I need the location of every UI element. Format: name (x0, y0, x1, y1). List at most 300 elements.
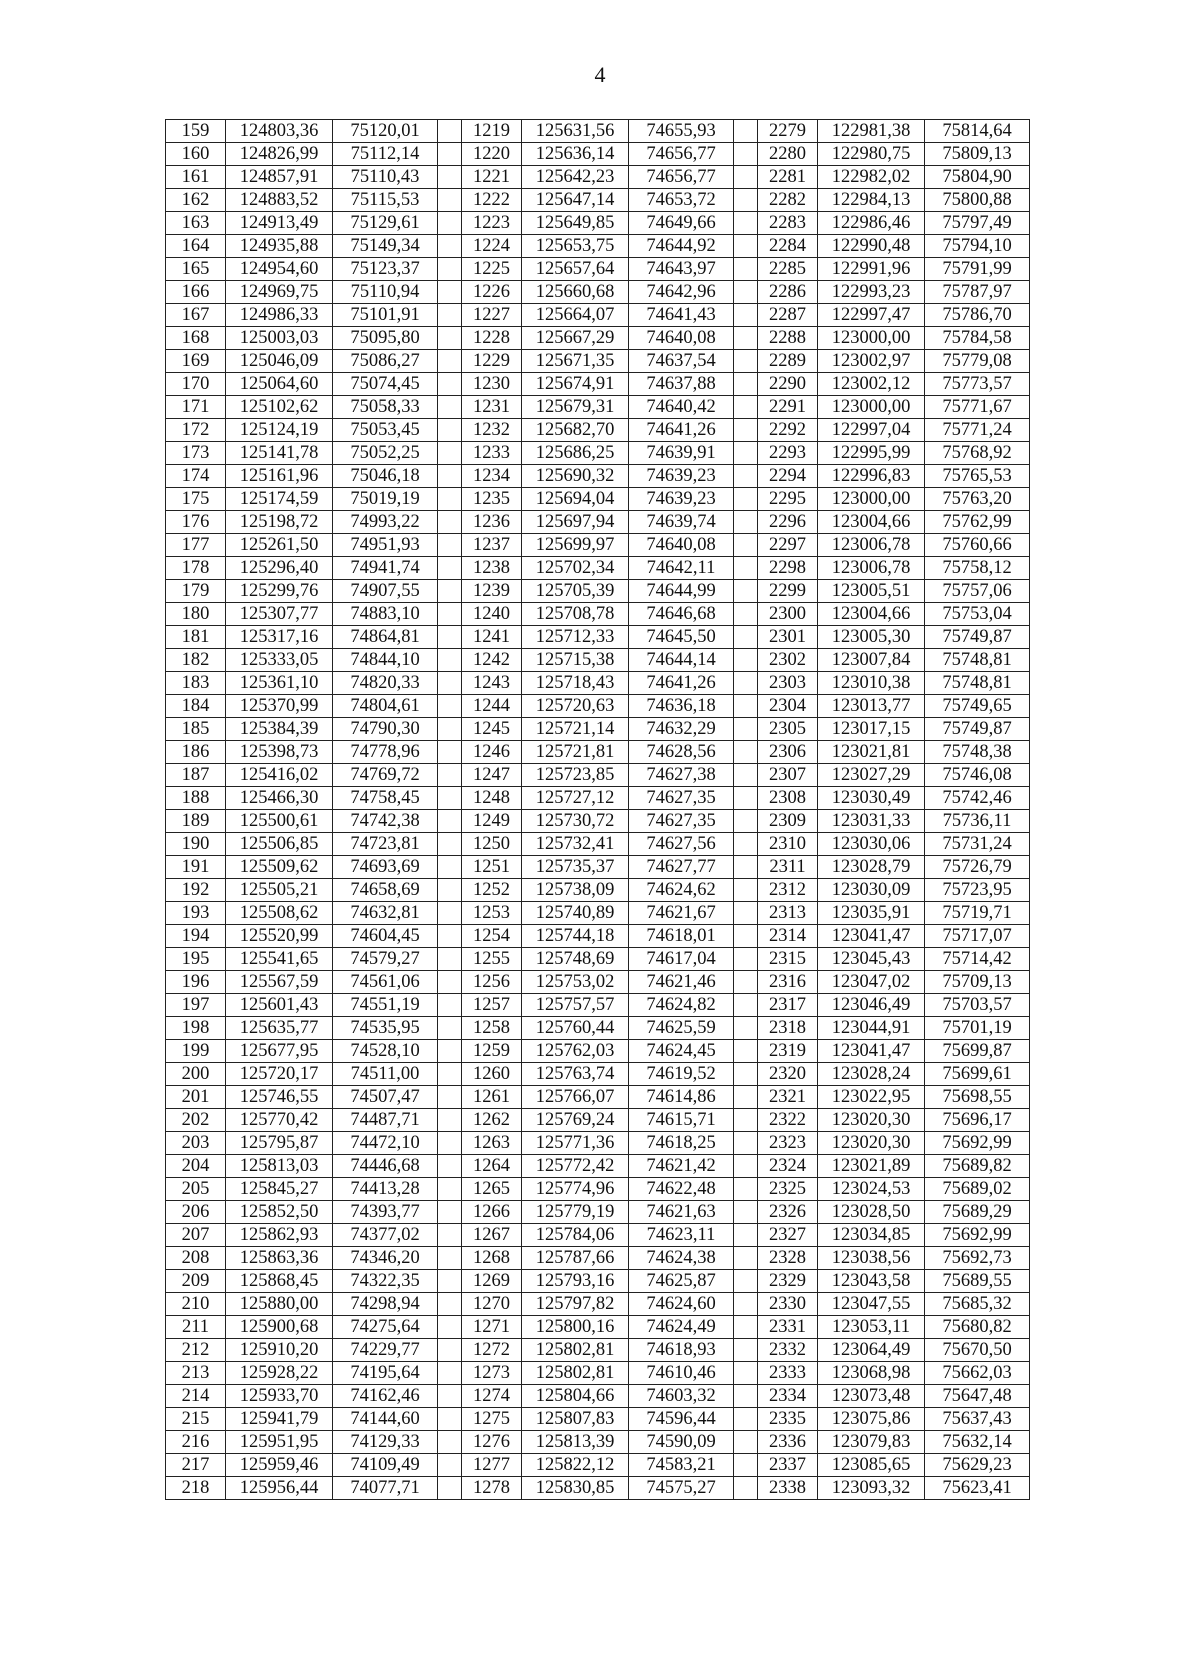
point-number-cell: 2317 (758, 994, 818, 1017)
spacer-cell (734, 1270, 758, 1293)
point-number-cell: 2314 (758, 925, 818, 948)
point-number-cell: 180 (166, 603, 226, 626)
y-coordinate-cell: 75787,97 (925, 281, 1030, 304)
x-coordinate-cell: 125642,23 (522, 166, 629, 189)
point-number-cell: 2303 (758, 672, 818, 695)
point-number-cell: 1257 (462, 994, 522, 1017)
x-coordinate-cell: 125730,72 (522, 810, 629, 833)
y-coordinate-cell: 74604,45 (333, 925, 438, 948)
spacer-cell (438, 1017, 462, 1040)
y-coordinate-cell: 74077,71 (333, 1477, 438, 1500)
spacer-cell (438, 925, 462, 948)
x-coordinate-cell: 122997,47 (818, 304, 925, 327)
x-coordinate-cell: 125746,55 (226, 1086, 333, 1109)
x-coordinate-cell: 125712,33 (522, 626, 629, 649)
x-coordinate-cell: 123064,49 (818, 1339, 925, 1362)
spacer-cell (438, 327, 462, 350)
point-number-cell: 2338 (758, 1477, 818, 1500)
x-coordinate-cell: 125064,60 (226, 373, 333, 396)
y-coordinate-cell: 74621,46 (629, 971, 734, 994)
y-coordinate-cell: 75773,57 (925, 373, 1030, 396)
x-coordinate-cell: 125649,85 (522, 212, 629, 235)
spacer-cell (438, 143, 462, 166)
point-number-cell: 1258 (462, 1017, 522, 1040)
spacer-cell (438, 1477, 462, 1500)
y-coordinate-cell: 74627,77 (629, 856, 734, 879)
x-coordinate-cell: 125900,68 (226, 1316, 333, 1339)
spacer-cell (438, 1247, 462, 1270)
x-coordinate-cell: 125261,50 (226, 534, 333, 557)
x-coordinate-cell: 123024,53 (818, 1178, 925, 1201)
x-coordinate-cell: 123010,38 (818, 672, 925, 695)
x-coordinate-cell: 125667,29 (522, 327, 629, 350)
spacer-cell (438, 1293, 462, 1316)
x-coordinate-cell: 125653,75 (522, 235, 629, 258)
spacer-cell (438, 511, 462, 534)
y-coordinate-cell: 74639,23 (629, 488, 734, 511)
x-coordinate-cell: 125863,36 (226, 1247, 333, 1270)
point-number-cell: 2285 (758, 258, 818, 281)
x-coordinate-cell: 125880,00 (226, 1293, 333, 1316)
y-coordinate-cell: 74642,11 (629, 557, 734, 580)
spacer-cell (438, 994, 462, 1017)
x-coordinate-cell: 123044,91 (818, 1017, 925, 1040)
y-coordinate-cell: 74624,38 (629, 1247, 734, 1270)
point-number-cell: 1261 (462, 1086, 522, 1109)
point-number-cell: 173 (166, 442, 226, 465)
table-row (166, 258, 1030, 281)
point-number-cell: 2283 (758, 212, 818, 235)
point-number-cell: 2321 (758, 1086, 818, 1109)
y-coordinate-cell: 74377,02 (333, 1224, 438, 1247)
spacer-cell (438, 557, 462, 580)
x-coordinate-cell: 125956,44 (226, 1477, 333, 1500)
point-number-cell: 1256 (462, 971, 522, 994)
spacer-cell (438, 396, 462, 419)
y-coordinate-cell: 74637,54 (629, 350, 734, 373)
x-coordinate-cell: 125317,16 (226, 626, 333, 649)
y-coordinate-cell: 75736,11 (925, 810, 1030, 833)
y-coordinate-cell: 75647,48 (925, 1385, 1030, 1408)
point-number-cell: 1267 (462, 1224, 522, 1247)
y-coordinate-cell: 75058,33 (333, 396, 438, 419)
y-coordinate-cell: 75685,32 (925, 1293, 1030, 1316)
y-coordinate-cell: 74643,97 (629, 258, 734, 281)
point-number-cell: 178 (166, 557, 226, 580)
y-coordinate-cell: 74637,88 (629, 373, 734, 396)
point-number-cell: 160 (166, 143, 226, 166)
y-coordinate-cell: 74446,68 (333, 1155, 438, 1178)
spacer-cell (438, 971, 462, 994)
spacer-cell (438, 1155, 462, 1178)
x-coordinate-cell: 124954,60 (226, 258, 333, 281)
point-number-cell: 1254 (462, 925, 522, 948)
point-number-cell: 2324 (758, 1155, 818, 1178)
spacer-cell (438, 603, 462, 626)
point-number-cell: 1270 (462, 1293, 522, 1316)
spacer-cell (734, 1293, 758, 1316)
spacer-cell (438, 1201, 462, 1224)
table-row (166, 143, 1030, 166)
x-coordinate-cell: 125802,81 (522, 1339, 629, 1362)
spacer-cell (734, 1017, 758, 1040)
y-coordinate-cell: 75110,43 (333, 166, 438, 189)
table-row (166, 1224, 1030, 1247)
point-number-cell: 179 (166, 580, 226, 603)
y-coordinate-cell: 75632,14 (925, 1431, 1030, 1454)
table-row (166, 1477, 1030, 1500)
x-coordinate-cell: 123000,00 (818, 396, 925, 419)
table-row (166, 557, 1030, 580)
x-coordinate-cell: 123085,65 (818, 1454, 925, 1477)
y-coordinate-cell: 75709,13 (925, 971, 1030, 994)
y-coordinate-cell: 75689,29 (925, 1201, 1030, 1224)
point-number-cell: 2291 (758, 396, 818, 419)
x-coordinate-cell: 123041,47 (818, 925, 925, 948)
y-coordinate-cell: 74641,43 (629, 304, 734, 327)
spacer-cell (734, 1247, 758, 1270)
point-number-cell: 1245 (462, 718, 522, 741)
y-coordinate-cell: 74624,49 (629, 1316, 734, 1339)
y-coordinate-cell: 74627,56 (629, 833, 734, 856)
y-coordinate-cell: 75731,24 (925, 833, 1030, 856)
spacer-cell (734, 810, 758, 833)
table-row (166, 1431, 1030, 1454)
x-coordinate-cell: 125738,09 (522, 879, 629, 902)
x-coordinate-cell: 125601,43 (226, 994, 333, 1017)
point-number-cell: 167 (166, 304, 226, 327)
point-number-cell: 1262 (462, 1109, 522, 1132)
y-coordinate-cell: 75112,14 (333, 143, 438, 166)
y-coordinate-cell: 74941,74 (333, 557, 438, 580)
x-coordinate-cell: 124857,91 (226, 166, 333, 189)
point-number-cell: 1268 (462, 1247, 522, 1270)
x-coordinate-cell: 125723,85 (522, 764, 629, 787)
x-coordinate-cell: 125567,59 (226, 971, 333, 994)
y-coordinate-cell: 74603,32 (629, 1385, 734, 1408)
point-number-cell: 2305 (758, 718, 818, 741)
point-number-cell: 196 (166, 971, 226, 994)
x-coordinate-cell: 125664,07 (522, 304, 629, 327)
y-coordinate-cell: 74790,30 (333, 718, 438, 741)
y-coordinate-cell: 74627,38 (629, 764, 734, 787)
y-coordinate-cell: 75749,87 (925, 626, 1030, 649)
point-number-cell: 2319 (758, 1040, 818, 1063)
spacer-cell (734, 442, 758, 465)
point-number-cell: 216 (166, 1431, 226, 1454)
x-coordinate-cell: 123000,00 (818, 327, 925, 350)
y-coordinate-cell: 75757,06 (925, 580, 1030, 603)
spacer-cell (438, 258, 462, 281)
table-row (166, 1339, 1030, 1362)
point-number-cell: 1265 (462, 1178, 522, 1201)
table-body (166, 120, 1030, 1500)
point-number-cell: 1273 (462, 1362, 522, 1385)
x-coordinate-cell: 125174,59 (226, 488, 333, 511)
y-coordinate-cell: 75726,79 (925, 856, 1030, 879)
table-row (166, 649, 1030, 672)
x-coordinate-cell: 123034,85 (818, 1224, 925, 1247)
y-coordinate-cell: 75814,64 (925, 120, 1030, 143)
spacer-cell (734, 879, 758, 902)
point-number-cell: 2334 (758, 1385, 818, 1408)
x-coordinate-cell: 125941,79 (226, 1408, 333, 1431)
point-number-cell: 215 (166, 1408, 226, 1431)
table-row (166, 603, 1030, 626)
point-number-cell: 210 (166, 1293, 226, 1316)
spacer-cell (438, 1408, 462, 1431)
point-number-cell: 175 (166, 488, 226, 511)
x-coordinate-cell: 125797,82 (522, 1293, 629, 1316)
point-number-cell: 185 (166, 718, 226, 741)
x-coordinate-cell: 125740,89 (522, 902, 629, 925)
point-number-cell: 201 (166, 1086, 226, 1109)
x-coordinate-cell: 125541,65 (226, 948, 333, 971)
y-coordinate-cell: 74640,08 (629, 534, 734, 557)
y-coordinate-cell: 74614,86 (629, 1086, 734, 1109)
table-row (166, 235, 1030, 258)
y-coordinate-cell: 74229,77 (333, 1339, 438, 1362)
x-coordinate-cell: 125748,69 (522, 948, 629, 971)
x-coordinate-cell: 122991,96 (818, 258, 925, 281)
point-number-cell: 2331 (758, 1316, 818, 1339)
y-coordinate-cell: 74621,67 (629, 902, 734, 925)
y-coordinate-cell: 74653,72 (629, 189, 734, 212)
x-coordinate-cell: 125771,36 (522, 1132, 629, 1155)
page-number: 4 (594, 62, 606, 87)
y-coordinate-cell: 75760,66 (925, 534, 1030, 557)
x-coordinate-cell: 125779,19 (522, 1201, 629, 1224)
table-row (166, 1454, 1030, 1477)
point-number-cell: 2323 (758, 1132, 818, 1155)
x-coordinate-cell: 125830,85 (522, 1477, 629, 1500)
y-coordinate-cell: 74621,63 (629, 1201, 734, 1224)
point-number-cell: 207 (166, 1224, 226, 1247)
point-number-cell: 211 (166, 1316, 226, 1339)
point-number-cell: 1275 (462, 1408, 522, 1431)
table-row (166, 534, 1030, 557)
point-number-cell: 206 (166, 1201, 226, 1224)
spacer-cell (438, 1454, 462, 1477)
table-row (166, 718, 1030, 741)
spacer-cell (438, 1362, 462, 1385)
x-coordinate-cell: 125852,50 (226, 1201, 333, 1224)
x-coordinate-cell: 125705,39 (522, 580, 629, 603)
y-coordinate-cell: 75689,55 (925, 1270, 1030, 1293)
x-coordinate-cell: 125509,62 (226, 856, 333, 879)
spacer-cell (438, 120, 462, 143)
x-coordinate-cell: 125520,99 (226, 925, 333, 948)
point-number-cell: 2327 (758, 1224, 818, 1247)
x-coordinate-cell: 123041,47 (818, 1040, 925, 1063)
x-coordinate-cell: 125721,81 (522, 741, 629, 764)
y-coordinate-cell: 74472,10 (333, 1132, 438, 1155)
point-number-cell: 199 (166, 1040, 226, 1063)
spacer-cell (734, 626, 758, 649)
point-number-cell: 174 (166, 465, 226, 488)
x-coordinate-cell: 123027,29 (818, 764, 925, 787)
x-coordinate-cell: 125657,64 (522, 258, 629, 281)
y-coordinate-cell: 75771,67 (925, 396, 1030, 419)
y-coordinate-cell: 75768,92 (925, 442, 1030, 465)
y-coordinate-cell: 75149,34 (333, 235, 438, 258)
spacer-cell (734, 534, 758, 557)
spacer-cell (438, 649, 462, 672)
x-coordinate-cell: 125682,70 (522, 419, 629, 442)
y-coordinate-cell: 74528,10 (333, 1040, 438, 1063)
y-coordinate-cell: 74883,10 (333, 603, 438, 626)
point-number-cell: 2296 (758, 511, 818, 534)
x-coordinate-cell: 123030,06 (818, 833, 925, 856)
x-coordinate-cell: 125506,85 (226, 833, 333, 856)
table-row (166, 465, 1030, 488)
x-coordinate-cell: 125505,21 (226, 879, 333, 902)
y-coordinate-cell: 74596,44 (629, 1408, 734, 1431)
table-row (166, 327, 1030, 350)
y-coordinate-cell: 74907,55 (333, 580, 438, 603)
spacer-cell (438, 281, 462, 304)
point-number-cell: 2310 (758, 833, 818, 856)
spacer-cell (734, 1178, 758, 1201)
spacer-cell (734, 212, 758, 235)
table-row (166, 373, 1030, 396)
x-coordinate-cell: 123007,84 (818, 649, 925, 672)
table-row (166, 1017, 1030, 1040)
table-row (166, 419, 1030, 442)
spacer-cell (734, 833, 758, 856)
point-number-cell: 2306 (758, 741, 818, 764)
spacer-cell (734, 235, 758, 258)
x-coordinate-cell: 123030,09 (818, 879, 925, 902)
x-coordinate-cell: 125753,02 (522, 971, 629, 994)
x-coordinate-cell: 125508,62 (226, 902, 333, 925)
table-row (166, 1270, 1030, 1293)
y-coordinate-cell: 75074,45 (333, 373, 438, 396)
x-coordinate-cell: 125003,03 (226, 327, 333, 350)
point-number-cell: 1219 (462, 120, 522, 143)
x-coordinate-cell: 125674,91 (522, 373, 629, 396)
y-coordinate-cell: 75095,80 (333, 327, 438, 350)
spacer-cell (734, 971, 758, 994)
spacer-cell (734, 1385, 758, 1408)
spacer-cell (734, 1408, 758, 1431)
point-number-cell: 213 (166, 1362, 226, 1385)
y-coordinate-cell: 74624,62 (629, 879, 734, 902)
x-coordinate-cell: 125959,46 (226, 1454, 333, 1477)
y-coordinate-cell: 74624,60 (629, 1293, 734, 1316)
x-coordinate-cell: 123020,30 (818, 1132, 925, 1155)
y-coordinate-cell: 75748,81 (925, 672, 1030, 695)
x-coordinate-cell: 123004,66 (818, 603, 925, 626)
point-number-cell: 1272 (462, 1339, 522, 1362)
point-number-cell: 1236 (462, 511, 522, 534)
y-coordinate-cell: 74658,69 (333, 879, 438, 902)
x-coordinate-cell: 125141,78 (226, 442, 333, 465)
spacer-cell (734, 1201, 758, 1224)
x-coordinate-cell: 123006,78 (818, 557, 925, 580)
x-coordinate-cell: 123020,30 (818, 1109, 925, 1132)
spacer-cell (734, 718, 758, 741)
x-coordinate-cell: 125772,42 (522, 1155, 629, 1178)
spacer-cell (438, 856, 462, 879)
spacer-cell (438, 1270, 462, 1293)
y-coordinate-cell: 75699,61 (925, 1063, 1030, 1086)
point-number-cell: 1228 (462, 327, 522, 350)
spacer-cell (734, 304, 758, 327)
x-coordinate-cell: 125708,78 (522, 603, 629, 626)
y-coordinate-cell: 74632,29 (629, 718, 734, 741)
x-coordinate-cell: 125732,41 (522, 833, 629, 856)
point-number-cell: 164 (166, 235, 226, 258)
x-coordinate-cell: 125679,31 (522, 396, 629, 419)
y-coordinate-cell: 74642,96 (629, 281, 734, 304)
x-coordinate-cell: 125370,99 (226, 695, 333, 718)
spacer-cell (734, 396, 758, 419)
spacer-cell (438, 189, 462, 212)
table-row (166, 304, 1030, 327)
y-coordinate-cell: 74655,93 (629, 120, 734, 143)
spacer-cell (438, 902, 462, 925)
y-coordinate-cell: 74618,01 (629, 925, 734, 948)
x-coordinate-cell: 122981,38 (818, 120, 925, 143)
y-coordinate-cell: 74551,19 (333, 994, 438, 1017)
spacer-cell (438, 1063, 462, 1086)
table-row (166, 948, 1030, 971)
spacer-cell (734, 1063, 758, 1086)
y-coordinate-cell: 75714,42 (925, 948, 1030, 971)
x-coordinate-cell: 123053,11 (818, 1316, 925, 1339)
point-number-cell: 2325 (758, 1178, 818, 1201)
spacer-cell (438, 1339, 462, 1362)
spacer-cell (438, 764, 462, 787)
x-coordinate-cell: 125102,62 (226, 396, 333, 419)
point-number-cell: 214 (166, 1385, 226, 1408)
point-number-cell: 1246 (462, 741, 522, 764)
spacer-cell (734, 511, 758, 534)
y-coordinate-cell: 75086,27 (333, 350, 438, 373)
x-coordinate-cell: 123006,78 (818, 534, 925, 557)
point-number-cell: 1249 (462, 810, 522, 833)
x-coordinate-cell: 125804,66 (522, 1385, 629, 1408)
y-coordinate-cell: 75794,10 (925, 235, 1030, 258)
y-coordinate-cell: 74511,00 (333, 1063, 438, 1086)
x-coordinate-cell: 123045,43 (818, 948, 925, 971)
point-number-cell: 1232 (462, 419, 522, 442)
table-row (166, 925, 1030, 948)
spacer-cell (438, 534, 462, 557)
y-coordinate-cell: 74864,81 (333, 626, 438, 649)
table-row (166, 1385, 1030, 1408)
x-coordinate-cell: 125699,97 (522, 534, 629, 557)
spacer-cell (734, 258, 758, 281)
y-coordinate-cell: 74413,28 (333, 1178, 438, 1201)
y-coordinate-cell: 74723,81 (333, 833, 438, 856)
y-coordinate-cell: 74632,81 (333, 902, 438, 925)
y-coordinate-cell: 74618,25 (629, 1132, 734, 1155)
spacer-cell (438, 1109, 462, 1132)
point-number-cell: 1253 (462, 902, 522, 925)
point-number-cell: 198 (166, 1017, 226, 1040)
point-number-cell: 2313 (758, 902, 818, 925)
point-number-cell: 2294 (758, 465, 818, 488)
y-coordinate-cell: 74624,45 (629, 1040, 734, 1063)
y-coordinate-cell: 75703,57 (925, 994, 1030, 1017)
y-coordinate-cell: 75123,37 (333, 258, 438, 281)
point-number-cell: 181 (166, 626, 226, 649)
y-coordinate-cell: 75110,94 (333, 281, 438, 304)
spacer-cell (734, 1155, 758, 1178)
point-number-cell: 2312 (758, 879, 818, 902)
